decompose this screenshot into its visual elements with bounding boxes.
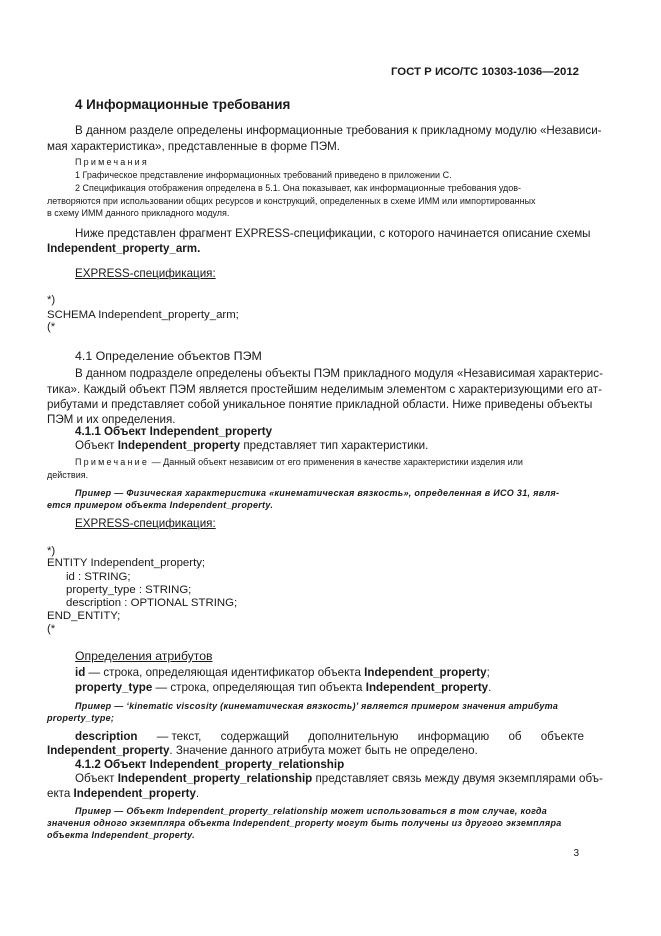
attribute-description-cont: Independent_property. Значение данного атрибута может быть не определено. [47, 744, 478, 757]
attribute-description: description — текст, содержащий дополнительную информацию об объекте [75, 730, 584, 743]
note-line: 2 Спецификация отображения определена в 5.1. Она показывает, как информационные требования удов- [75, 183, 522, 193]
code-line: END_ENTITY; [47, 610, 121, 622]
code-line: id : STRING; [66, 571, 131, 583]
express-spec-label: EXPRESS-спецификация: [75, 267, 216, 280]
notes-label: Примечания [75, 157, 149, 167]
subsection-line: рибутами и представляет собой уникальное понятие прикладной области. Ниже приведены объекты [47, 398, 593, 411]
object-note: действия. [47, 470, 89, 480]
code-line: *) [47, 545, 56, 557]
section-intro-line: В данном разделе определены информационные требования к прикладному модулю «Независи- [75, 124, 602, 137]
example-line: Пример — Физическая характеристика «кинематическая вязкость», определенная в ИСО 31, явля- [75, 488, 560, 498]
object-title: 4.1.1 Объект Independent_property [75, 425, 273, 438]
note-line: 1 Графическое представление информационных требований приведено в приложении С. [75, 170, 452, 180]
example-line: объекта Independent_property. [47, 830, 195, 840]
note-line: летворяются при использовании общих ресурсов и конструкций, определенных в схеме ИММ или импортированных [47, 196, 536, 206]
example-line: property_type; [47, 713, 115, 723]
subsection-line: тика». Каждый объект ПЭМ является простейшим неделимым элементом с характеризующими его ат- [47, 383, 602, 396]
section-intro-line: мая характеристика», представленные в форме ПЭМ. [47, 140, 340, 153]
example-line: Пример — ‘kinematic viscosity (кинематическая вязкость)’ является примером значения атрибута [75, 701, 559, 711]
object-description: Объект Independent_property_relationship представляет связь между двумя экземплярами объ- [75, 772, 603, 785]
attributes-title: Определения атрибутов [75, 649, 213, 663]
subsection-line: В данном подразделе определены объекты ПЭМ прикладного модуля «Независимая характерис- [75, 367, 603, 380]
example-line: ется примером объекта Independent_property. [47, 500, 274, 510]
document-code: ГОСТ Р ИСО/ТС 10303-1036—2012 [390, 66, 579, 78]
section-title: 4 Информационные требования [75, 97, 291, 112]
object-note: Примечание — Данный объект независим от его применения в качестве характеристики изделия или [75, 457, 523, 467]
note-line: в схему ИММ данного прикладного модуля. [47, 208, 230, 218]
page-number: 3 [573, 848, 579, 859]
code-line: *) [47, 294, 56, 306]
object-title: 4.1.2 Объект Independent_property_relationship [75, 758, 345, 771]
code-line: description : OPTIONAL STRING; [66, 597, 238, 609]
object-description: екта Independent_property. [47, 787, 200, 800]
example-line: Пример — Объект Independent_property_relationship может использоваться в том случае, когда [75, 806, 548, 816]
express-intro-line: Ниже представлен фрагмент EXPRESS-спецификации, с которого начинается описание схемы [75, 227, 591, 240]
express-spec-label: EXPRESS-спецификация: [75, 517, 216, 530]
code-line: property_type : STRING; [66, 584, 192, 596]
code-line: ENTITY Independent_property; [47, 557, 206, 569]
code-line: (* [47, 321, 56, 333]
code-line: (* [47, 623, 56, 635]
subsection-title: 4.1 Определение объектов ПЭМ [75, 349, 262, 363]
attribute-id: id — строка, определяющая идентификатор объекта Independent_property; [75, 666, 490, 679]
subsection-line: ПЭМ и их определения. [47, 413, 176, 426]
object-description: Объект Independent_property представляет тип характеристики. [75, 439, 429, 452]
example-line: значения одного экземпляра объекта Independent_property могут быть получены из другого экземпляра [47, 818, 562, 828]
code-line: SCHEMA Independent_property_arm; [47, 309, 239, 321]
attribute-property-type: property_type — строка, определяющая тип объекта Independent_property. [75, 681, 492, 694]
schema-name: Independent_property_arm. [47, 242, 201, 255]
